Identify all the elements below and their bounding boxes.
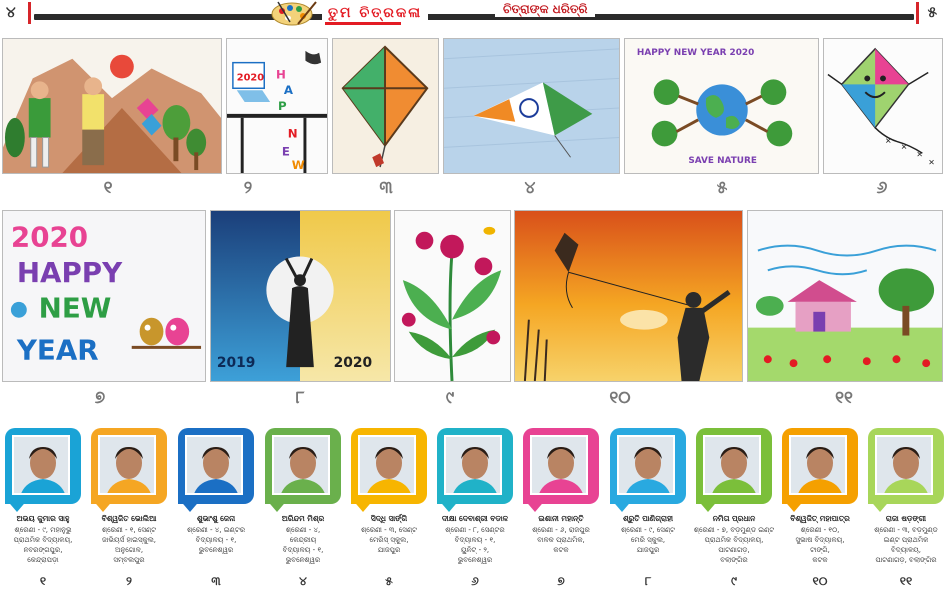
student-photo-frame xyxy=(782,428,858,504)
student-name: ଇଶାନୀ ମହାନ୍ତି xyxy=(538,514,584,523)
artwork-4 xyxy=(443,38,620,174)
paint-palette-icon xyxy=(270,0,318,26)
student-tab-pointer xyxy=(351,498,375,512)
student-portrait-icon xyxy=(532,437,588,495)
student-tab-pointer xyxy=(178,498,202,512)
student-portrait-icon xyxy=(619,437,675,495)
student-school-details: ଶ୍ରେଣୀ - ୯, ସେଣ୍ଟ ମେରି ସ୍କୁଲ, ଯାଜପୁର xyxy=(621,526,675,554)
artwork-number-8: ୮ xyxy=(295,388,305,408)
artwork-8 xyxy=(210,210,391,382)
student-photo-frame xyxy=(523,428,599,504)
header-left-tick xyxy=(28,2,31,24)
student-photo-frame xyxy=(610,428,686,504)
artwork-3 xyxy=(332,38,439,174)
header-right-tick xyxy=(916,2,919,24)
student-name: ସିଦ୍ଧି ସାର୍ଙ୍ଗି xyxy=(370,514,408,523)
student-card xyxy=(351,428,427,588)
artwork-8-right-year: 2020 xyxy=(333,355,373,372)
artwork-number-2: ୨ xyxy=(243,178,253,198)
artwork-1 xyxy=(2,38,222,174)
artwork-number-10: ୧୦ xyxy=(609,388,631,408)
student-number: ୫ xyxy=(385,574,393,588)
artwork-number-1: ୧ xyxy=(103,178,113,198)
svg-text:✕: ✕ xyxy=(884,136,892,146)
student-portrait-icon xyxy=(446,437,502,495)
student-name: ଅଭୟ କୁମାର ସାହୁ xyxy=(16,514,70,523)
artwork-7-line-3: NEW xyxy=(38,291,112,325)
student-portrait-icon xyxy=(187,437,243,495)
artwork-9 xyxy=(394,210,511,382)
student-school-details: ଶ୍ରେଣୀ - ୭, ବଡ଼ମୁଣ୍ଡ ଇଣ୍ଟ ପ୍ରାଥମିକ ବିଦ୍ୟାଳୟ, ପାଟଣାଗଡ଼, ବଲାଙ୍ଗିର xyxy=(693,526,775,564)
student-name: ନମିତା ପ୍ରଧାନ xyxy=(712,514,756,523)
student-portrait-icon xyxy=(791,437,847,495)
student-card xyxy=(91,428,167,588)
svg-text:N: N xyxy=(287,126,298,141)
artwork-5-heading: HAPPY NEW YEAR 2020 xyxy=(636,47,755,58)
artwork-7 xyxy=(2,210,206,382)
section-title: ଚିତ୍ରାଙ୍କ ଧରିତ୍ରି xyxy=(495,2,595,17)
student-tab-pointer xyxy=(437,498,461,512)
student-card xyxy=(610,428,686,588)
svg-text:W: W xyxy=(291,158,305,173)
student-photo xyxy=(12,435,70,495)
header-rule xyxy=(34,14,914,20)
student-photo-frame xyxy=(351,428,427,504)
column-title-underline xyxy=(325,22,401,25)
student-photo xyxy=(185,435,243,495)
svg-text:A: A xyxy=(283,83,293,98)
student-card xyxy=(693,428,775,588)
artwork-2 xyxy=(226,38,328,174)
student-photo xyxy=(530,435,588,495)
student-photo-frame xyxy=(5,428,81,504)
student-card xyxy=(782,428,858,588)
student-school-details: ଶ୍ରେଣୀ - ୯, ମହାନୁଭୁ ପ୍ରାଥମିକ ବିଦ୍ୟାଳୟ, ନବରଙ୍ଗପୁର, କେନ୍ଦ୍ରାପଡ଼ା xyxy=(13,526,73,564)
calendar-year-text: 2020 xyxy=(236,72,265,84)
student-name: ବିଶ୍ୱଜିତ ଭୋଲିଆ xyxy=(101,514,157,523)
artwork-number-4: ୪ xyxy=(524,178,536,198)
student-portrait-icon xyxy=(274,437,330,495)
student-photo-frame xyxy=(91,428,167,504)
student-school-details: ଶ୍ରେଣୀ - ୩, ସେଣ୍ଟ ମେରିସ୍ ସ୍କୁଲ, ଯାଜପୁର xyxy=(361,526,417,554)
student-card xyxy=(5,428,81,588)
student-tab-pointer xyxy=(868,498,892,512)
student-school-details: ଶ୍ରେଣୀ - ୧, ସେଣ୍ଟ ଜାଭିୟର୍ସ ହାଇସ୍କୁଲ, ଅନୁଗୋଳ, ସମ୍ବଲପୁର xyxy=(101,526,157,564)
student-portrait-icon xyxy=(705,437,761,495)
artwork-11 xyxy=(747,210,943,382)
student-tab-pointer xyxy=(5,498,29,512)
student-name: ବିଶ୍ୱଜିତ୍ ମହାପାତ୍ର xyxy=(790,514,850,523)
student-photo xyxy=(98,435,156,495)
student-school-details: ଶ୍ରେଣୀ - ୧୦, ସୁଭାଷ ବିଦ୍ୟାଳୟ, ଟାଙ୍ଗି, କଟକ xyxy=(795,526,845,564)
student-number: ୧୦ xyxy=(812,574,828,588)
student-tab-pointer xyxy=(696,498,720,512)
student-school-details: ଶ୍ରେଣୀ - ୮, ସେଣ୍ଟର ବିଦ୍ୟାଳୟ - ୧, ୟୁନିଟ୍ - ୨, ଭୁବନେଶ୍ୱର xyxy=(445,526,505,564)
page-header xyxy=(0,0,945,30)
student-portrait-icon xyxy=(360,437,416,495)
svg-text:E: E xyxy=(281,144,290,159)
svg-text:✕: ✕ xyxy=(900,142,908,152)
student-card xyxy=(437,428,513,588)
student-name: ରାଜା ଷଡ଼ଙ୍ଗୀ xyxy=(885,514,927,523)
student-name: ଶୁଭାଂଶୁ ଜେନା xyxy=(196,514,236,523)
student-card xyxy=(178,428,254,588)
artwork-7-line-4: YEAR xyxy=(16,333,99,367)
artwork-5-slogan: SAVE NATURE xyxy=(688,156,757,167)
student-school-details: ଶ୍ରେଣୀ - ୪, କେନ୍ଦ୍ରୀୟ ବିଦ୍ୟାଳୟ - ୧, ଭୁବନେଶ୍ୱର xyxy=(282,526,324,564)
student-card xyxy=(868,428,944,588)
student-tab-pointer xyxy=(782,498,806,512)
student-photo-frame xyxy=(696,428,772,504)
student-card xyxy=(523,428,599,588)
svg-text:P: P xyxy=(277,98,287,113)
student-photo xyxy=(444,435,502,495)
student-number: ୯ xyxy=(731,574,737,588)
student-photo-frame xyxy=(868,428,944,504)
column-title-text: ତୁମ ଚିତ୍ରକଳା xyxy=(328,5,423,21)
artwork-10 xyxy=(514,210,743,382)
artwork-7-line-2: HAPPY xyxy=(16,256,123,290)
artwork-number-9: ୯ xyxy=(445,388,455,408)
page-number-right: ୫ xyxy=(927,3,937,21)
student-photo xyxy=(875,435,933,495)
student-number: ୨ xyxy=(126,574,132,588)
artwork-number-6: ୬ xyxy=(876,178,888,198)
student-photo xyxy=(703,435,761,495)
artwork-number-3: ୩ xyxy=(379,178,393,198)
student-number: ୪ xyxy=(299,574,307,588)
artwork-6 xyxy=(823,38,943,174)
student-photo xyxy=(617,435,675,495)
student-portrait-icon xyxy=(100,437,156,495)
student-school-details: ଶ୍ରେଣୀ - ୩, ବଡ଼ମୁଣ୍ଡ ଇଣ୍ଟ ପ୍ରାଥମିକ ବିଦ୍ୟାଳୟ, ପାଟଣାଗଡ଼, ବଲାଙ୍ଗିର xyxy=(874,526,938,564)
student-photo xyxy=(358,435,416,495)
svg-text:✕: ✕ xyxy=(916,150,924,160)
artwork-7-line-1: 2020 xyxy=(10,220,89,254)
page-number-left: ୪ xyxy=(6,3,16,21)
artwork-8-left-year: 2019 xyxy=(216,355,256,372)
artwork-number-5: ୫ xyxy=(716,178,728,198)
artwork-number-7: ୭ xyxy=(94,388,106,408)
student-tab-pointer xyxy=(265,498,289,512)
student-portrait-icon xyxy=(14,437,70,495)
student-card xyxy=(265,428,341,588)
student-photo xyxy=(272,435,330,495)
student-name: ଅରିନ୍ଦମ ମିଶ୍ର xyxy=(281,514,325,523)
student-name: ଶ୍ରୁତି ପାଣିଗ୍ରାହୀ xyxy=(623,514,673,523)
student-number: ୩ xyxy=(211,574,221,588)
student-tab-pointer xyxy=(610,498,634,512)
student-number: ୧ xyxy=(39,574,47,588)
svg-text:H: H xyxy=(276,67,286,82)
artwork-5 xyxy=(624,38,819,174)
student-tab-pointer xyxy=(91,498,115,512)
svg-text:✕: ✕ xyxy=(928,158,935,168)
student-number: ୬ xyxy=(471,574,479,588)
student-photo-frame xyxy=(437,428,513,504)
student-portrait-icon xyxy=(877,437,933,495)
student-photo-frame xyxy=(178,428,254,504)
student-school-details: ଶ୍ରେଣୀ - ୪, ଇଣ୍ଟର ବିଦ୍ୟାଳୟ - ୧, ଭୁବନେଶ୍ୱର xyxy=(186,526,246,554)
student-tab-pointer xyxy=(523,498,547,512)
student-number: ୮ xyxy=(644,574,652,588)
student-photo xyxy=(789,435,847,495)
artwork-number-11: ୧୧ xyxy=(835,388,853,408)
student-photo-frame xyxy=(265,428,341,504)
student-number: ୧୧ xyxy=(899,574,913,588)
student-number: ୭ xyxy=(557,574,565,588)
student-name: ଦୀକ୍ଷା ଦେବାଶ୍ରୀ ବଡାଳ xyxy=(441,514,509,523)
student-school-details: ଶ୍ରେଣୀ - ୬, ରାଜପୁର ବାଳକ ପ୍ରାଥମିକ, କଟକ xyxy=(532,526,590,554)
